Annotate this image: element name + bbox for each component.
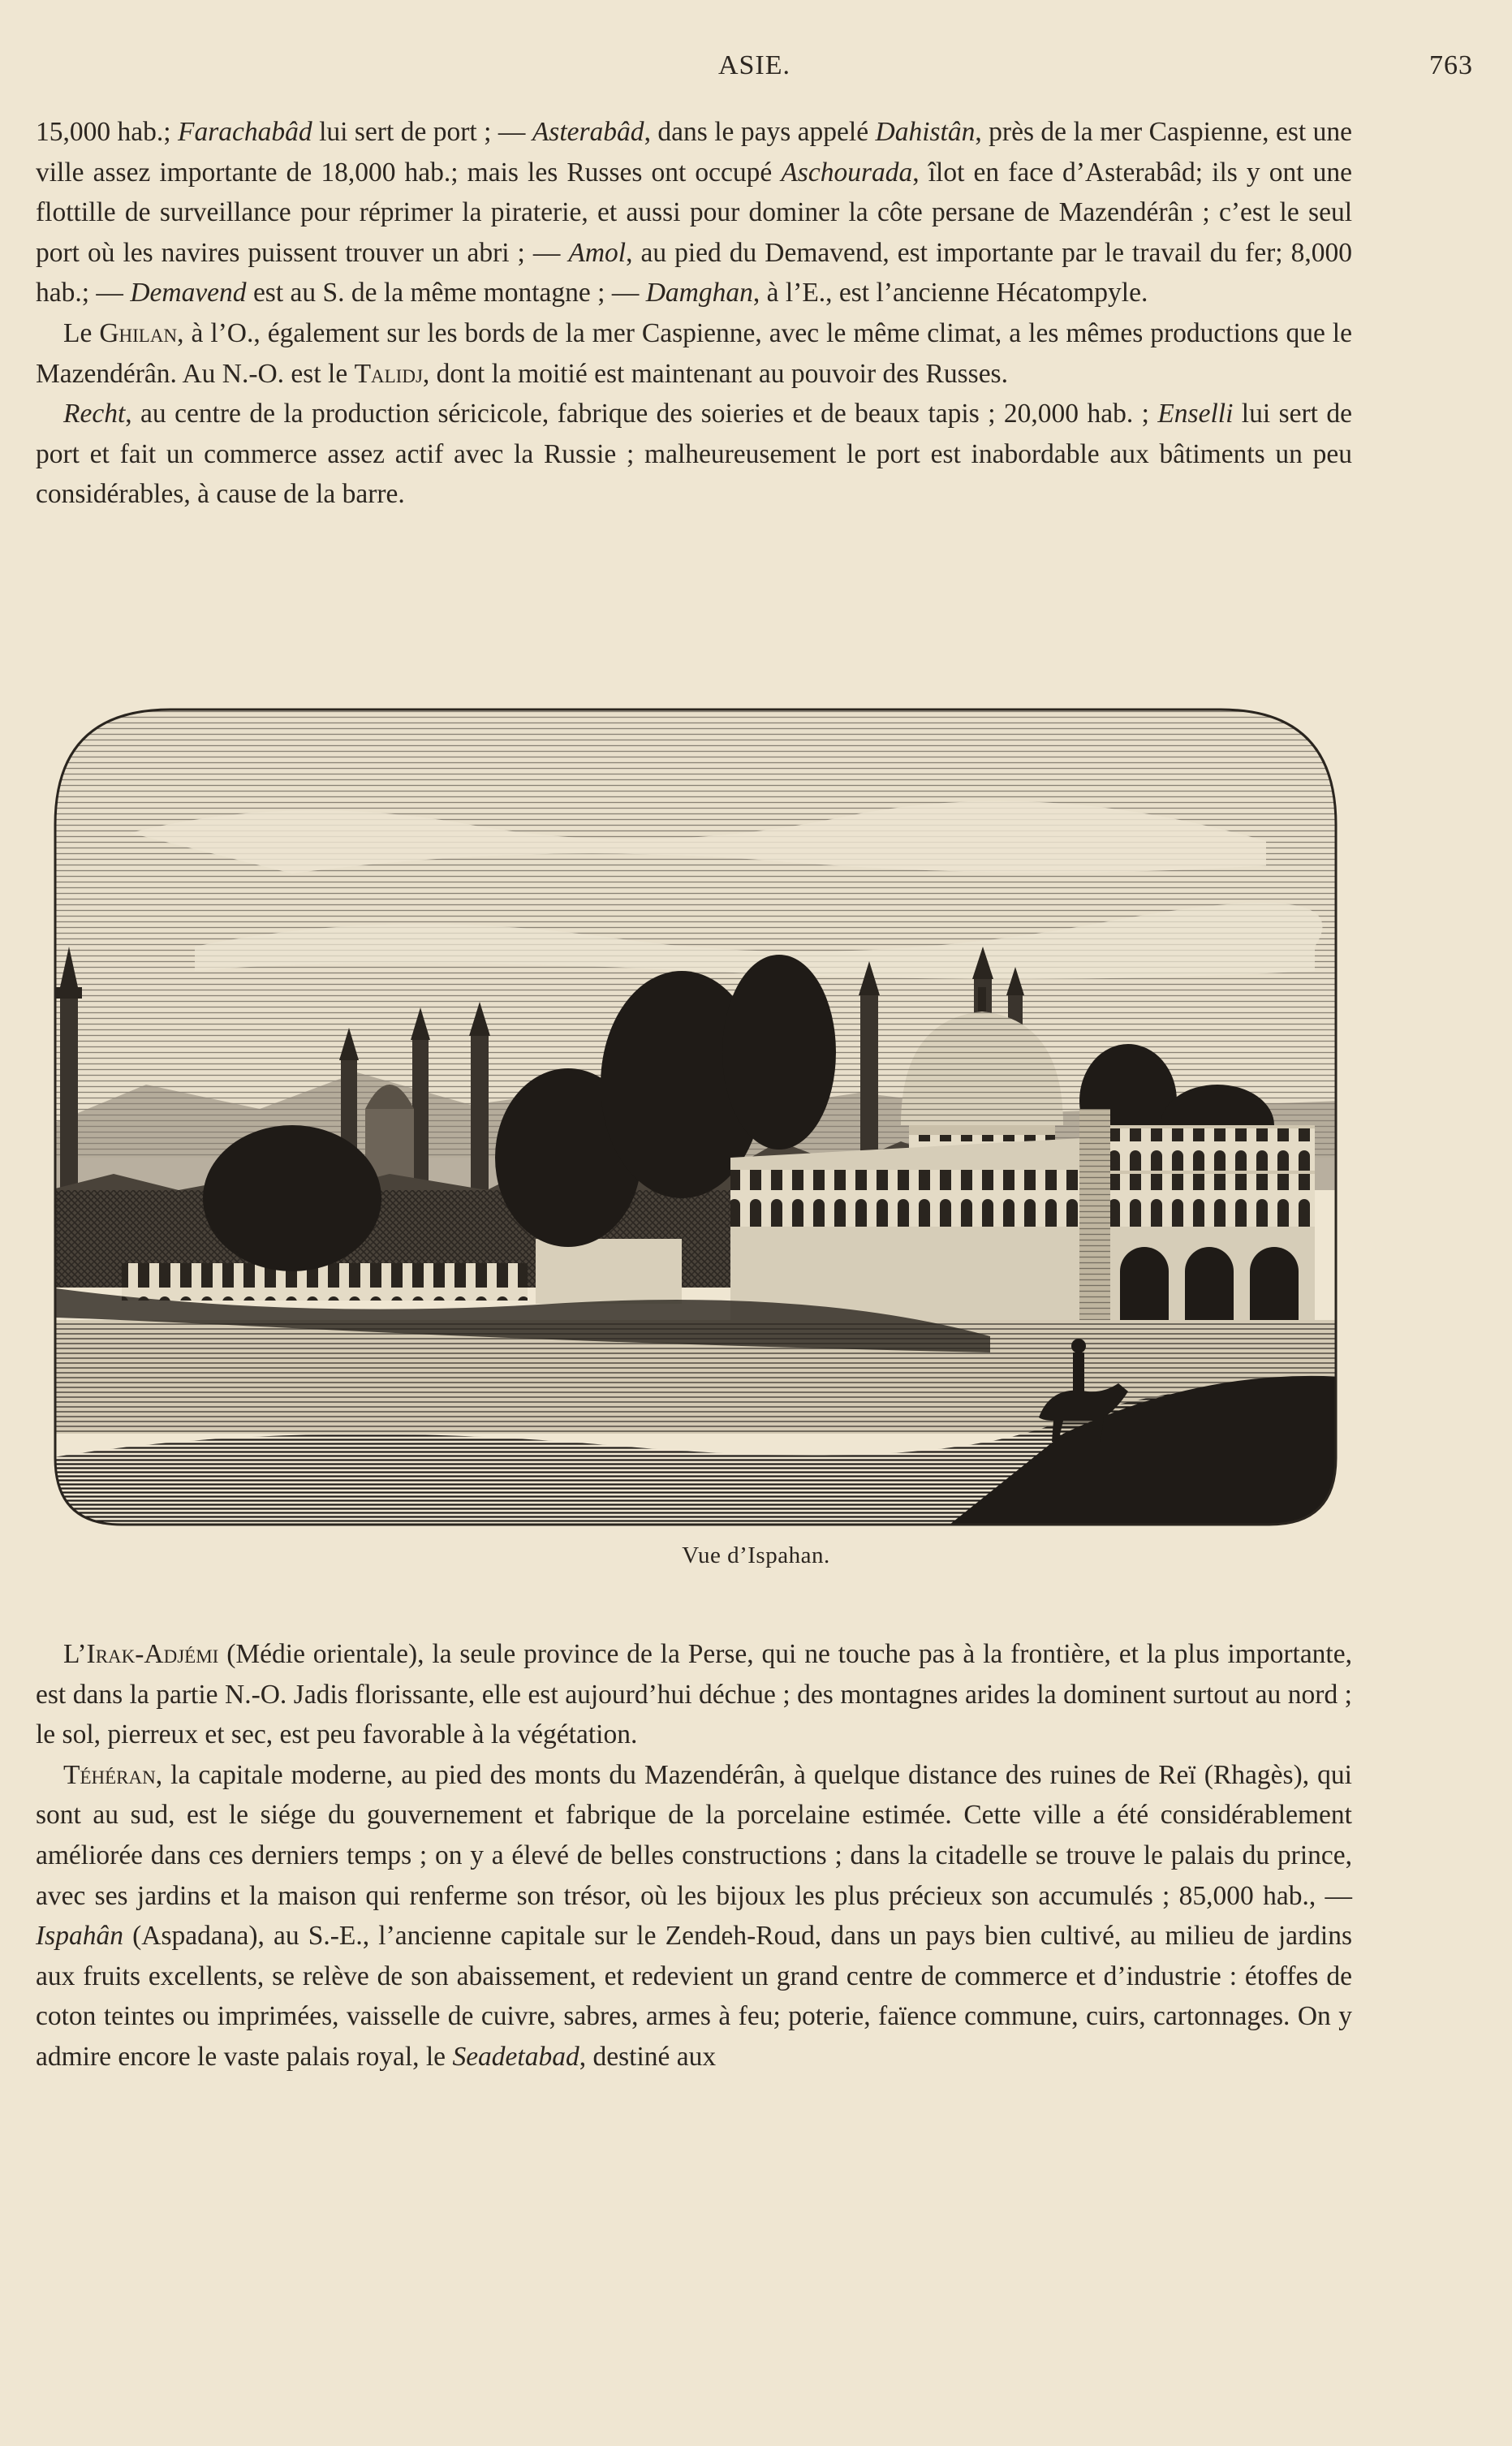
running-head xyxy=(36,50,1473,91)
place-name: Farachabâd xyxy=(178,117,312,147)
text-run: , au centre de la production séricicole, fabrique des soieries et de beaux tapis ; 20,000 hab. ; xyxy=(125,399,1158,429)
text-run: 15,000 hab.; xyxy=(36,117,179,147)
place-name: Asterabâd xyxy=(532,117,644,147)
paragraph-irak-adjemi xyxy=(36,1634,1352,1755)
text-run: , dont la moitié est maintenant au pouvoir des Russes. xyxy=(422,358,1008,389)
text-run: (Aspadana), au S.-E., l’ancienne capitale sur le Zendeh-Roud, dans un pays bien cultivé, au milieu de jardins aux fruits excellents, se relève de son abaissement, et redevient un grand centre de commerce et d’industrie : étoffes de coton teintes ou imprimées, vaisselle de cuivre, sabres, armes à feu; poterie, faïence commune, cuirs, cartonnages. On y admire encore le vaste palais royal, le xyxy=(36,1921,1352,2072)
paragraph-recht xyxy=(36,394,1352,515)
province-name: Irak-Adjémi xyxy=(86,1639,219,1669)
place-name: Amol xyxy=(568,237,627,268)
text-run: , destiné aux xyxy=(579,2041,717,2072)
text-run: , au pied du Demavend, est importante par le travail du fer; 8,000 hab.; — xyxy=(36,237,1352,308)
top-text-block xyxy=(36,112,1352,515)
place-name: Enselli xyxy=(1157,399,1234,429)
ispahan-engraving xyxy=(49,703,1342,1531)
province-name: Talidj xyxy=(354,358,423,389)
text-run: lui sert de port ; — xyxy=(312,117,532,147)
text-run: (Médie orientale), la seule province de la Perse, qui ne touche pas à la frontière, et la plus importante, est dans la partie N.-O. Jadis florissante, elle est aujourd’hui déchue ; des montagnes arides la dominent surtout au nord ; le sol, pierreux et sec, est peu favorable à la végétation. xyxy=(36,1639,1352,1750)
place-name: Ispahân xyxy=(36,1921,123,1952)
place-name: Seadetabad xyxy=(452,2041,579,2072)
page-number: 763 xyxy=(1429,50,1473,80)
city-name: Téhéran xyxy=(63,1759,156,1790)
text-run: , à l’E., est l’ancienne Hécatompyle. xyxy=(752,278,1148,308)
place-name: Demavend xyxy=(130,278,247,308)
bottom-text-block xyxy=(36,1634,1352,2077)
paragraph-farachabad xyxy=(36,112,1352,313)
paragraph-ghilan xyxy=(36,313,1352,394)
province-name: Ghilan xyxy=(99,317,178,348)
text-run: lui sert de port et fait un commerce assez actif avec la Russie ; malheureusement le port est inabordable aux bâtiments un peu considérables, à cause de la barre. xyxy=(36,399,1352,510)
running-title: ASIE. xyxy=(717,50,791,80)
text-run: , la capitale moderne, au pied des monts du Mazendérân, à quelque distance des ruines de Reï (Rhagès), qui sont au sud, est le siége du gouvernement et fabrique de la porcelaine estimée. Cette ville a été considérablement améliorée dans ces derniers temps ; on y a élevé de belles constructions ; dans la citadelle se trouve le palais du prince, avec ses jardins et la maison qui renferme son trésor, où les bijoux les plus précieux son accumulés ; 85,000 hab., — xyxy=(36,1759,1352,1911)
text-run: est au S. de la même montagne ; — xyxy=(246,278,646,308)
text-run: L’ xyxy=(63,1639,87,1669)
text-run: Le xyxy=(63,317,100,348)
text-run: , dans le pays appelé xyxy=(644,117,876,147)
place-name: Damghan xyxy=(645,278,753,308)
paragraph-teheran xyxy=(36,1755,1352,2077)
place-name: Dahistân xyxy=(875,117,976,147)
engraving-illustration xyxy=(49,703,1342,1531)
figure-caption: Vue d’Ispahan. xyxy=(682,1542,830,1568)
text-run: , îlot en face d’Asterabâd; ils y ont une flottille de surveillance pour réprimer la piraterie, et aussi pour dominer la côte persane de Mazendérân ; c’est le seul port où les navires puissent trouver un abri ; — xyxy=(36,157,1352,268)
place-name: Aschourada xyxy=(781,157,913,188)
text-run: , à l’O., également sur les bords de la mer Caspienne, avec le même climat, a les mêmes productions que le Mazendérân. Au N.-O. est le xyxy=(36,317,1352,389)
text-run: , près de la mer Caspienne, est une ville assez importante de 18,000 hab.; mais les Russes ont occupé xyxy=(36,117,1352,188)
place-name: Recht xyxy=(63,399,126,429)
